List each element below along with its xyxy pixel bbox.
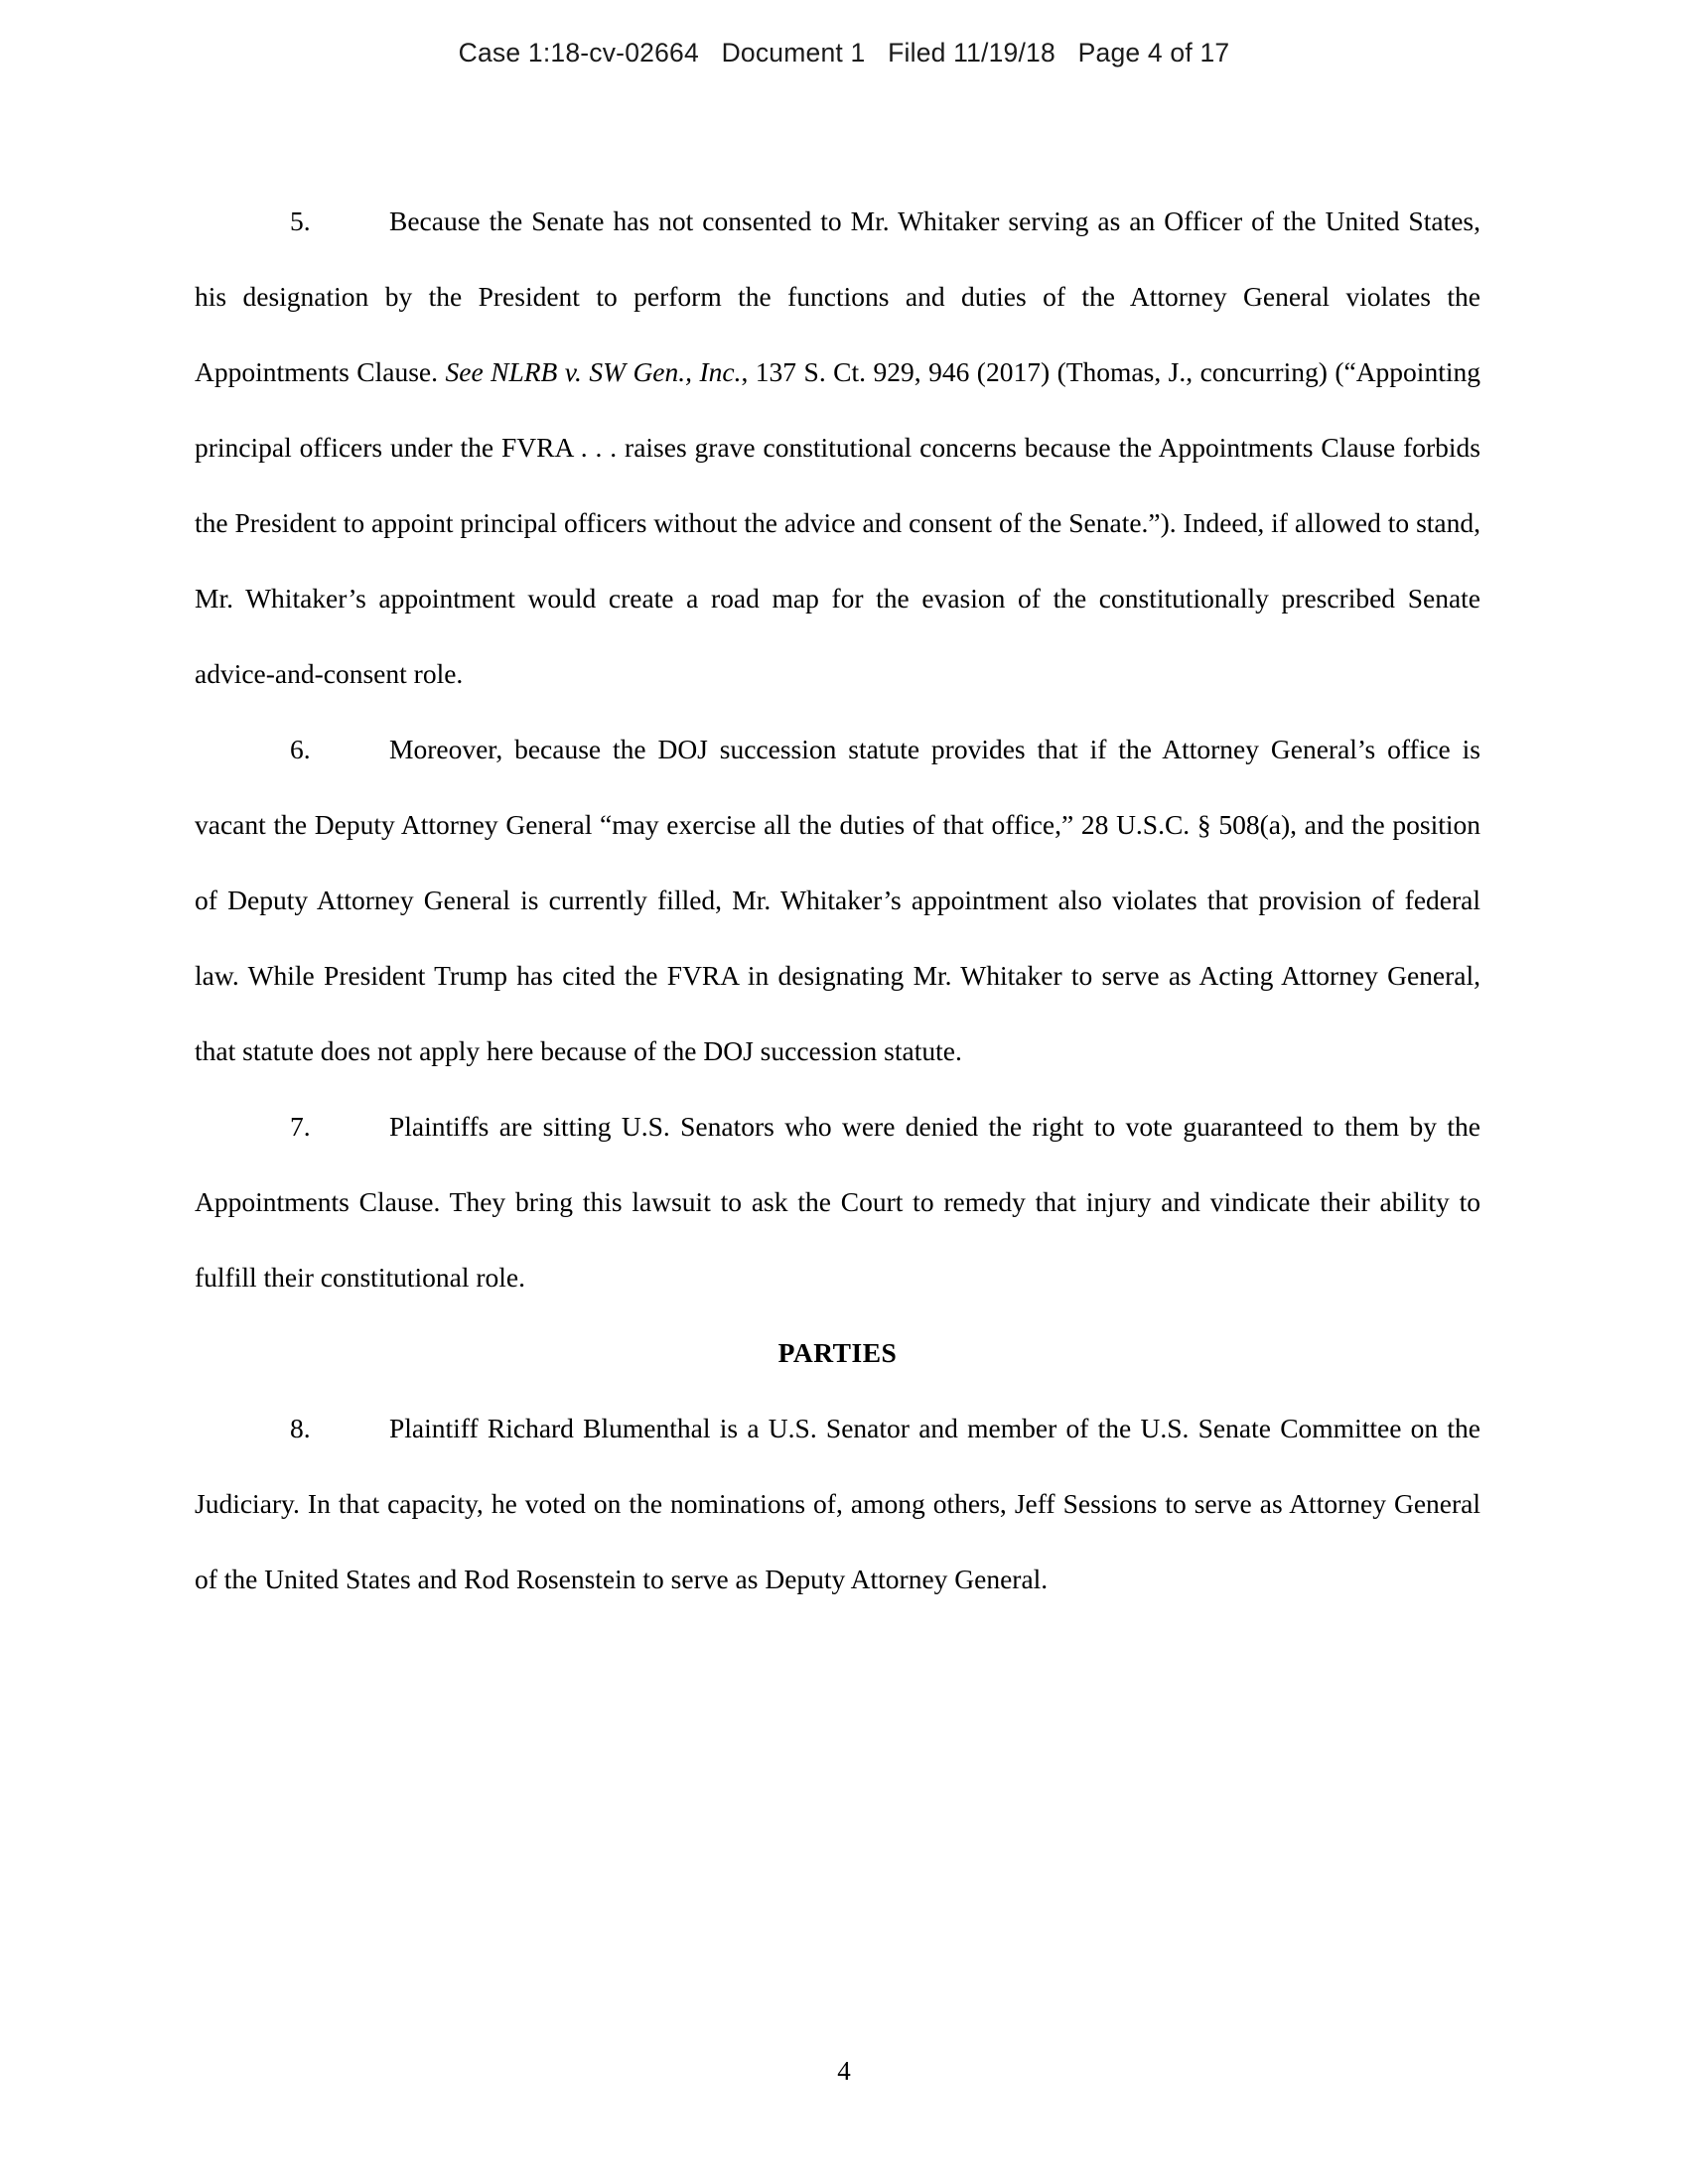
document-body xyxy=(195,184,1480,1617)
paragraph-5 xyxy=(195,184,1480,712)
paragraph-8 xyxy=(195,1391,1480,1617)
paragraph-number: 6. xyxy=(290,734,311,764)
section-heading-parties: PARTIES xyxy=(777,1337,898,1368)
paragraph-6 xyxy=(195,712,1480,1089)
paragraph-7-text: Plaintiffs are sitting U.S. Senators who were denied the right to vote guaranteed to them by the Appointments Clause. They bring this lawsuit to ask the Court to remedy that injury and vindicate their ability to fulfill their constitutional role. xyxy=(195,1111,1480,1293)
paragraph-number: 7. xyxy=(290,1111,311,1142)
paragraph-number: 8. xyxy=(290,1413,311,1443)
paragraph-6-text: Moreover, because the DOJ succession statute provides that if the Attorney General’s office is vacant the Deputy Attorney General “may exercise all the duties of that office,” 28 U.S.C. § 508(a), and the position of Deputy Attorney General is currently filled, Mr. Whitaker’s appointment also violates that provision of federal law. While President Trump has cited the FVRA in designating Mr. Whitaker to serve as Acting Attorney General, that statute does not apply here because of the DOJ succession statute. xyxy=(195,734,1480,1066)
paragraph-8-text: Plaintiff Richard Blumenthal is a U.S. Senator and member of the U.S. Senate Committee on the Judiciary. In that capacity, he voted on the nominations of, among others, Jeff Sessions to serve as Attorney General of the United States and Rod Rosenstein to serve as Deputy Attorney General. xyxy=(195,1413,1480,1594)
paragraph-number: 5. xyxy=(290,205,311,236)
paragraph-7 xyxy=(195,1089,1480,1315)
paragraph-5-text-after-citation: , 137 S. Ct. 929, 946 (2017) (Thomas, J., concurring) (“Appointing principal officers under the FVRA . . . raises grave constitutional concerns because the Appointments Clause forbids the President to appoint principal officers without the advice and consent of the Senate.”). Indeed, if allowed to stand, Mr. Whitaker’s appointment would create a road map for the evasion of the constitutionally prescribed Senate advice-and-consent role. xyxy=(195,356,1480,689)
page-number: 4 xyxy=(837,2056,851,2086)
paragraph-5-text-before-citation: Because the Senate has not consented to Mr. Whitaker serving as an Officer of the United States, his designation by the President to perform the functions and duties of the Attorney General violates the Appointments Clause. xyxy=(195,205,1480,387)
case-citation-italic: See NLRB v. SW Gen., Inc. xyxy=(445,356,742,387)
case-header-stamp: Case 1:18-cv-02664 Document 1 Filed 11/19/18 Page 4 of 17 xyxy=(458,38,1230,68)
